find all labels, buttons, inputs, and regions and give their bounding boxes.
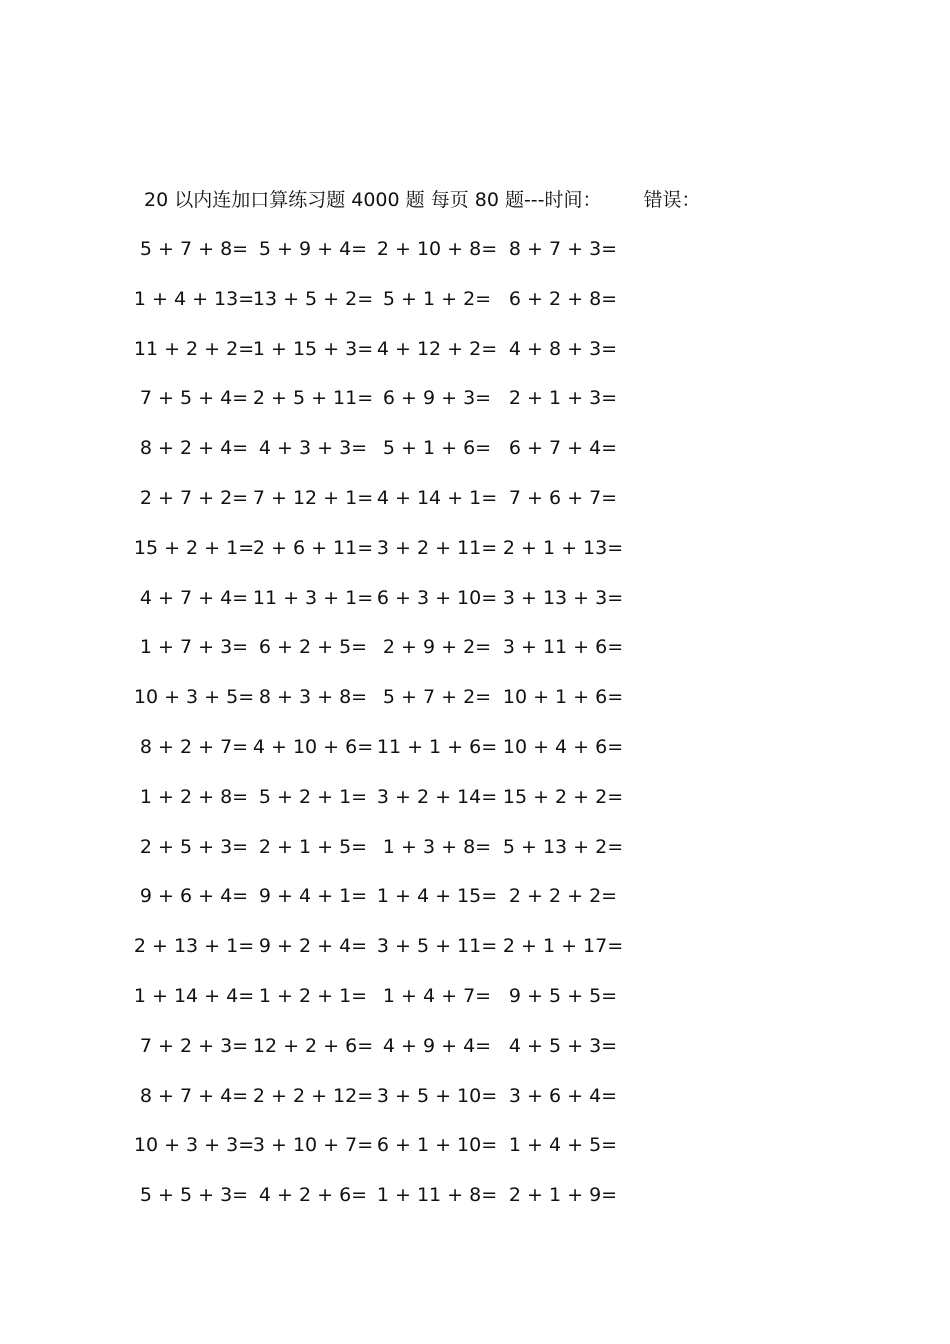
- problem-item: 7 + 6 + 7=: [508, 486, 618, 509]
- problem-item: 7 + 12 + 1=: [252, 486, 374, 509]
- problem-row: [0, 1082, 950, 1132]
- problem-item: 2 + 1 + 5=: [258, 835, 368, 858]
- problem-item: 8 + 3 + 8=: [258, 686, 368, 709]
- problem-item: 4 + 14 + 1=: [376, 486, 498, 509]
- problem-row: [0, 1181, 950, 1231]
- problem-item: 10 + 4 + 6=: [502, 735, 624, 758]
- worksheet-title: 20 以内连加口算练习题 4000 题 每页 80 题---时间：: [144, 189, 602, 211]
- problem-item: 11 + 2 + 2=: [133, 337, 255, 360]
- problem-item: 6 + 3 + 10=: [376, 586, 498, 609]
- problem-grid: [0, 235, 950, 1231]
- problem-item: 1 + 2 + 8=: [139, 785, 249, 808]
- problem-item: 2 + 10 + 8=: [376, 238, 498, 260]
- problem-item: 4 + 12 + 2=: [376, 337, 498, 360]
- problem-item: 1 + 4 + 7=: [382, 984, 492, 1007]
- problem-item: 2 + 9 + 2=: [382, 636, 492, 659]
- problem-item: 3 + 5 + 11=: [376, 935, 498, 958]
- problem-item: 6 + 2 + 5=: [258, 636, 368, 659]
- problem-item: 6 + 9 + 3=: [382, 387, 492, 410]
- problem-item: 2 + 5 + 11=: [252, 387, 374, 410]
- problem-item: 1 + 14 + 4=: [133, 984, 255, 1007]
- problem-item: 5 + 9 + 4=: [258, 238, 368, 260]
- problem-item: 11 + 3 + 1=: [252, 586, 374, 609]
- problem-item: 1 + 15 + 3=: [252, 337, 374, 360]
- problem-row: [0, 534, 950, 584]
- problem-item: 2 + 13 + 1=: [133, 935, 255, 958]
- problem-item: 10 + 1 + 6=: [502, 686, 624, 709]
- problem-item: 15 + 2 + 2=: [502, 785, 624, 808]
- problem-item: 3 + 2 + 11=: [376, 536, 498, 559]
- problem-item: 2 + 1 + 9=: [508, 1184, 618, 1207]
- problem-row: [0, 235, 950, 285]
- problem-item: 3 + 13 + 3=: [502, 586, 624, 609]
- problem-row: [0, 1131, 950, 1181]
- problem-item: 1 + 2 + 1=: [258, 984, 368, 1007]
- problem-row: [0, 1032, 950, 1082]
- problem-item: 7 + 5 + 4=: [139, 387, 249, 410]
- problem-item: 9 + 5 + 5=: [508, 984, 618, 1007]
- problem-item: 12 + 2 + 6=: [252, 1034, 374, 1057]
- problem-row: [0, 683, 950, 733]
- problem-item: 8 + 2 + 4=: [139, 437, 249, 460]
- problem-row: [0, 584, 950, 634]
- problem-item: 9 + 6 + 4=: [139, 885, 249, 908]
- problem-item: 15 + 2 + 1=: [133, 536, 255, 559]
- problem-item: 2 + 1 + 13=: [502, 536, 624, 559]
- problem-item: 3 + 2 + 14=: [376, 785, 498, 808]
- problem-item: 1 + 4 + 5=: [508, 1134, 618, 1157]
- problem-item: 1 + 3 + 8=: [382, 835, 492, 858]
- problem-item: 2 + 6 + 11=: [252, 536, 374, 559]
- problem-item: 4 + 5 + 3=: [508, 1034, 618, 1057]
- problem-item: 6 + 2 + 8=: [508, 287, 618, 310]
- problem-item: 8 + 7 + 4=: [139, 1084, 249, 1107]
- problem-item: 4 + 2 + 6=: [258, 1184, 368, 1207]
- problem-row: [0, 932, 950, 982]
- problem-item: 4 + 3 + 3=: [258, 437, 368, 460]
- problem-item: 1 + 4 + 13=: [133, 287, 255, 310]
- errors-label: 错误：: [643, 189, 701, 211]
- problem-item: 5 + 7 + 2=: [382, 686, 492, 709]
- problem-item: 5 + 1 + 2=: [382, 287, 492, 310]
- problem-item: 10 + 3 + 3=: [133, 1134, 255, 1157]
- problem-item: 3 + 6 + 4=: [508, 1084, 618, 1107]
- problem-item: 1 + 7 + 3=: [139, 636, 249, 659]
- problem-item: 9 + 4 + 1=: [258, 885, 368, 908]
- problem-row: [0, 833, 950, 883]
- problem-item: 2 + 2 + 12=: [252, 1084, 374, 1107]
- problem-item: 9 + 2 + 4=: [258, 935, 368, 958]
- problem-item: 3 + 5 + 10=: [376, 1084, 498, 1107]
- problem-row: [0, 633, 950, 683]
- problem-item: 1 + 11 + 8=: [376, 1184, 498, 1207]
- problem-row: [0, 434, 950, 484]
- problem-item: 10 + 3 + 5=: [133, 686, 255, 709]
- problem-item: 5 + 5 + 3=: [139, 1184, 249, 1207]
- problem-item: 4 + 7 + 4=: [139, 586, 249, 609]
- problem-item: 2 + 7 + 2=: [139, 486, 249, 509]
- problem-item: 6 + 1 + 10=: [376, 1134, 498, 1157]
- problem-item: 11 + 1 + 6=: [376, 735, 498, 758]
- problem-item: 8 + 2 + 7=: [139, 735, 249, 758]
- problem-row: [0, 285, 950, 335]
- problem-item: 2 + 1 + 3=: [508, 387, 618, 410]
- problem-row: [0, 384, 950, 434]
- problem-item: 8 + 7 + 3=: [508, 238, 618, 260]
- problem-row: [0, 733, 950, 783]
- problem-item: 3 + 10 + 7=: [252, 1134, 374, 1157]
- problem-item: 5 + 2 + 1=: [258, 785, 368, 808]
- problem-row: [0, 783, 950, 833]
- problem-row: [0, 882, 950, 932]
- problem-item: 1 + 4 + 15=: [376, 885, 498, 908]
- worksheet-header: [144, 186, 701, 214]
- problem-item: 3 + 11 + 6=: [502, 636, 624, 659]
- problem-row: [0, 335, 950, 385]
- problem-item: 4 + 8 + 3=: [508, 337, 618, 360]
- problem-item: 7 + 2 + 3=: [139, 1034, 249, 1057]
- problem-item: 4 + 9 + 4=: [382, 1034, 492, 1057]
- problem-item: 5 + 7 + 8=: [139, 238, 249, 260]
- problem-item: 2 + 1 + 17=: [502, 935, 624, 958]
- problem-item: 2 + 5 + 3=: [139, 835, 249, 858]
- problem-item: 4 + 10 + 6=: [252, 735, 374, 758]
- problem-item: 5 + 13 + 2=: [502, 835, 624, 858]
- problem-item: 6 + 7 + 4=: [508, 437, 618, 460]
- problem-item: 13 + 5 + 2=: [252, 287, 374, 310]
- problem-row: [0, 484, 950, 534]
- problem-item: 2 + 2 + 2=: [508, 885, 618, 908]
- problem-row: [0, 982, 950, 1032]
- problem-item: 5 + 1 + 6=: [382, 437, 492, 460]
